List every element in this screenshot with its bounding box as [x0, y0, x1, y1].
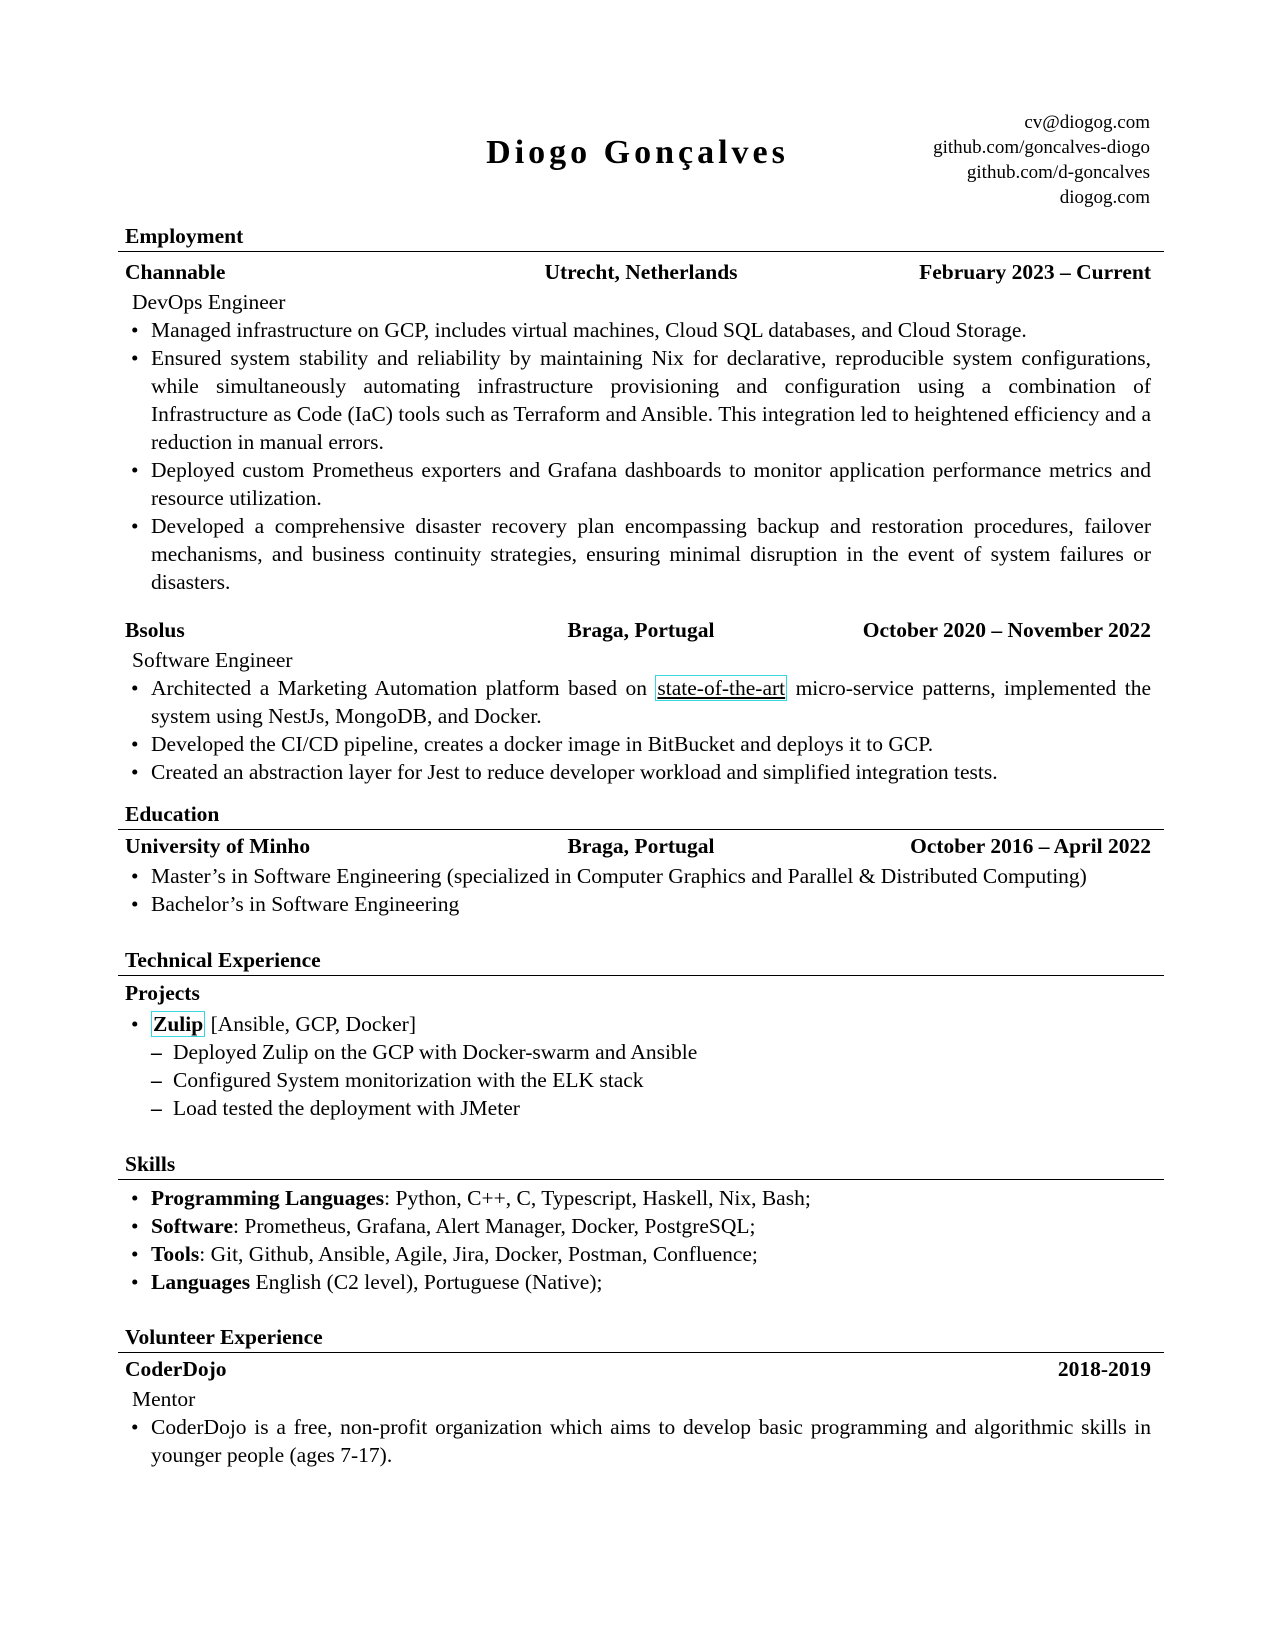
entry-head-coderdojo — [118, 1353, 1164, 1385]
list-item: • Developed the CI/CD pipeline, creates a docker image in BitBucket and deploys it to GCP. — [118, 730, 1164, 758]
contact-github-2[interactable]: github.com/d-goncalves — [966, 162, 1150, 183]
zulip-link[interactable]: Zulip — [153, 1012, 204, 1036]
list-item: • Deployed custom Prometheus exporters and Grafana dashboards to monitor application performance metrics and resource utilization. — [118, 456, 1164, 512]
section-title-technical: Technical Experience — [118, 945, 1164, 976]
bullet-list — [118, 674, 1164, 786]
education-section — [118, 799, 1164, 918]
project-details — [118, 1038, 1164, 1122]
list-item: – Configured System monitorization with the ELK stack — [118, 1066, 1164, 1094]
section-title-volunteer: Volunteer Experience — [118, 1322, 1164, 1353]
candidate-name: Diogo Gonçalves — [486, 134, 789, 171]
entry-head-university — [118, 830, 1164, 862]
skill-label: Tools — [151, 1242, 200, 1266]
skill-value: English (C2 level), Portuguese (Native); — [255, 1270, 603, 1294]
contact-email[interactable]: cv@diogog.com — [1024, 112, 1150, 133]
company-location: Braga, Portugal — [567, 618, 715, 642]
projects-subheading: Projects — [125, 981, 200, 1005]
entry-head-channable — [118, 256, 1164, 288]
education-dates: October 2016 – April 2022 — [910, 834, 1151, 858]
job-role: DevOps Engineer — [132, 290, 286, 314]
list-item: • Created an abstraction layer for Jest to reduce developer workload and simplified integration tests. — [118, 758, 1164, 786]
bullet-list — [118, 862, 1164, 918]
skill-value: Prometheus, Grafana, Alert Manager, Docker, PostgreSQL; — [244, 1214, 756, 1238]
company-name: Bsolus — [125, 618, 185, 642]
list-item: • Managed infrastructure on GCP, includes virtual machines, Cloud SQL databases, and Cloud Storage. — [118, 316, 1164, 344]
employment-dates: October 2020 – November 2022 — [862, 618, 1151, 642]
list-item: • Master’s in Software Engineering (specialized in Computer Graphics and Parallel & Distributed Computing) — [118, 862, 1164, 890]
list-item: • Bachelor’s in Software Engineering — [118, 890, 1164, 918]
resume-header — [125, 110, 1150, 210]
contact-github-1[interactable]: github.com/goncalves-diogo — [933, 137, 1150, 158]
list-item — [118, 674, 1164, 730]
school-name: University of Minho — [125, 834, 311, 858]
list-item — [118, 1240, 1164, 1268]
skill-label: Languages — [151, 1270, 251, 1294]
project-tags: [Ansible, GCP, Docker] — [205, 1012, 416, 1036]
company-location: Utrecht, Netherlands — [544, 260, 738, 284]
company-name: Channable — [125, 260, 226, 284]
bullet-list — [118, 316, 1164, 596]
school-location: Braga, Portugal — [567, 834, 715, 858]
contact-website[interactable]: diogog.com — [1059, 187, 1150, 208]
volunteer-role: Mentor — [132, 1387, 196, 1411]
skills-list — [118, 1184, 1164, 1296]
state-of-the-art-link[interactable]: state-of-the-art — [657, 676, 786, 700]
list-item: • CoderDojo is a free, non-profit organization which aims to develop basic programming and algorithmic skills in younger people (ages 7-17). — [118, 1413, 1164, 1469]
job-role: Software Engineer — [132, 648, 293, 672]
list-item — [118, 1184, 1164, 1212]
skill-value: Git, Github, Ansible, Agile, Jira, Docker, Postman, Confluence; — [210, 1242, 758, 1266]
bullet-list — [118, 1413, 1164, 1469]
bullet-text: micro-service patterns, implemented the system using NestJs, MongoDB, and Docker. — [151, 676, 1151, 728]
skill-value: Python, C++, C, Typescript, Haskell, Nix, Bash; — [395, 1186, 811, 1210]
entry-head-bsolus — [118, 614, 1164, 646]
list-item: – Deployed Zulip on the GCP with Docker-swarm and Ansible — [118, 1038, 1164, 1066]
bullet-text: Architected a Marketing Automation platform based on — [151, 676, 656, 700]
skill-sep: : — [199, 1242, 211, 1266]
contact-block — [933, 110, 1150, 210]
project-list — [118, 1010, 1164, 1038]
list-item: • Ensured system stability and reliability by maintaining Nix for declarative, reproducible system configurations, while simultaneously automating infrastructure provisioning and configuration using a combination of Infrastructure as Code (IaC) tools such as Terraform and Ansible. This integration led to heightened efficiency and a reduction in manual errors. — [118, 344, 1164, 456]
section-title-education: Education — [118, 799, 1164, 830]
employment-dates: February 2023 – Current — [919, 260, 1151, 284]
technical-section — [118, 945, 1164, 1122]
section-title-employment: Employment — [118, 221, 1164, 252]
skills-section — [118, 1149, 1164, 1296]
list-item — [118, 1212, 1164, 1240]
list-item: – Load tested the deployment with JMeter — [118, 1094, 1164, 1122]
section-title-skills: Skills — [118, 1149, 1164, 1180]
volunteer-dates: 2018-2019 — [1057, 1357, 1151, 1381]
list-item: • Developed a comprehensive disaster recovery plan encompassing backup and restoration procedures, failover mechanisms, and business continuity strategies, ensuring minimal disruption in the event of system failures or disasters. — [118, 512, 1164, 596]
employment-section — [118, 221, 1164, 786]
skill-sep: : — [384, 1186, 396, 1210]
list-item — [118, 1268, 1164, 1296]
skill-label: Software — [151, 1214, 234, 1238]
skill-label: Programming Languages — [151, 1186, 385, 1210]
volunteer-section — [118, 1322, 1164, 1469]
list-item — [118, 1010, 1164, 1038]
skill-sep: : — [233, 1214, 245, 1238]
org-name: CoderDojo — [125, 1357, 227, 1381]
